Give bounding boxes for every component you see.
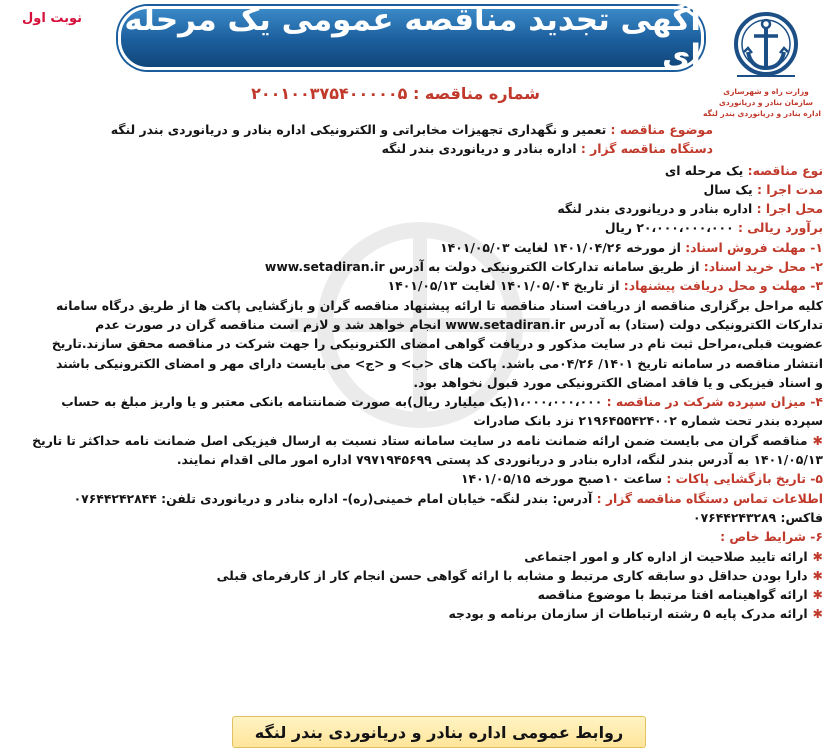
deposit-row xyxy=(13,392,823,411)
general-text-line: عضویت قبلی،مراحل ثبت نام در سایت مذکور و دریافت گواهی امضای الکترونیکی را جهت شرکت در مناقصه محقق سازند.تاریخ xyxy=(51,336,823,352)
star-bullet-icon: ✱ xyxy=(812,432,823,448)
duration-row xyxy=(13,180,823,199)
star-bullet-icon: ✱ xyxy=(812,606,823,622)
organizer-value: اداره بنادر و دریانوردی بندر لنگه xyxy=(381,141,581,157)
tender-type-label: نوع مناقصه: xyxy=(747,162,823,178)
subject-value: تعمیر و نگهداری تجهیزات مخابراتی و الکترونیکی اداره بنادر و دریانوردی بندر لنگه xyxy=(110,122,611,137)
tender-type-row xyxy=(13,161,823,180)
location-label: محل اجرا : xyxy=(756,201,823,217)
special-condition-text: دارا بودن حداقل دو سابقه کاری مرتبط و مشابه با ارائه گواهی حسن انجام کار از کارفرمای قبلی xyxy=(216,567,808,583)
doc-sale-label: ۱- مهلت فروش اسناد: xyxy=(685,239,823,255)
general-text-line: کلیه مراحل برگزاری مناقصه از دریافت اسناد مناقصه تا ارائه پیشنهاد مناقصه گران و بازگشایی پاکت ها از طریق درگاه سامانه xyxy=(56,297,823,313)
round-label: نوبت اول xyxy=(22,11,83,26)
org-line-office: اداره بنادر و دریانوردی بندر لنگه xyxy=(703,109,821,118)
subject-label: موضوع مناقصه : xyxy=(610,122,713,137)
footer-text: روابط عمومی اداره بنادر و دریانوردی بندر لنگه xyxy=(254,722,624,742)
special-condition-text: ارائه تایید صلاحیت از اداره کار و امور اجتماعی xyxy=(524,548,808,564)
proposal-deadline-label: ۳- مهلت و محل دریافت پیشنهاد: xyxy=(623,278,823,294)
guarantee-note-row xyxy=(13,431,823,450)
deposit-label: ۴- میزان سپرده شرکت در مناقصه : xyxy=(606,394,823,410)
star-bullet-icon: ✱ xyxy=(812,567,823,583)
opening-date-value: ساعت ۱۰صبح مورخه ۱۴۰۱/۰۵/۱۵ xyxy=(460,471,667,487)
duration-value: یک سال xyxy=(703,181,757,197)
subject-row xyxy=(13,120,823,139)
estimate-row xyxy=(13,218,823,237)
tender-type-value: یک مرحله ای xyxy=(664,162,748,178)
proposal-deadline-row xyxy=(13,276,823,295)
special-conditions-heading xyxy=(13,527,823,546)
tender-number: شماره مناقصه : ۲۰۰۱۰۰۳۷۵۴۰۰۰۰۰۵ xyxy=(251,84,540,103)
proposal-deadline-value: از تاریخ ۱۴۰۱/۰۵/۰۴ لغایت ۱۴۰۱/۰۵/۱۳ xyxy=(387,278,624,294)
general-text-line: انتشار مناقصه در سامانه تاریخ ۱۴۰۱/ ۰۴/۲۶می باشد. پاکت های <ب> و <ج> می بایست دارای مهر و امضای الکترونیکی باشند xyxy=(55,355,823,371)
special-condition-item xyxy=(13,604,823,623)
opening-date-label: ۵- تاریخ بازگشایی پاکات : xyxy=(666,471,823,487)
contact-value: آدرس: بندر لنگه- خیابان امام خمینی(ره)- اداره بنادر و دریانوردی تلفن: ۰۷۶۴۴۲۴۲۸۴۴ xyxy=(73,490,597,506)
estimate-value: ۲۰،۰۰۰،۰۰۰،۰۰۰ ریال xyxy=(604,220,738,236)
special-conditions-label: ۶- شرایط خاص : xyxy=(720,529,823,545)
duration-label: مدت اجرا : xyxy=(757,181,823,197)
estimate-label: برآورد ریالی : xyxy=(737,220,823,236)
special-condition-item xyxy=(13,547,823,566)
org-line-ministry: وزارت راه و شهرسازی xyxy=(723,87,809,96)
special-condition-item xyxy=(13,585,823,604)
star-bullet-icon: ✱ xyxy=(812,587,823,603)
contact-fax: فاکس: ۰۷۶۴۴۲۴۳۲۸۹ xyxy=(693,509,823,525)
doc-purchase-row xyxy=(13,257,823,276)
special-condition-text: ارائه مدرک پایه ۵ رشته ارتباطات از سازمان برنامه و بودجه xyxy=(448,606,808,622)
contact-row xyxy=(13,489,823,508)
special-condition-item xyxy=(13,566,823,585)
page-title: آگهی تجدید مناقصه عمومی یک مرحله ای xyxy=(124,2,701,74)
location-row xyxy=(13,199,823,218)
organizer-row xyxy=(13,139,823,158)
star-bullet-icon: ✱ xyxy=(812,548,823,564)
location-value: اداره بنادر و دریانوردی بندر لنگه xyxy=(557,201,757,217)
advertisement-body xyxy=(13,120,823,624)
doc-sale-row xyxy=(13,238,823,257)
public-relations-footer xyxy=(232,716,646,748)
deposit-value: ۱،۰۰۰،۰۰۰،۰۰۰(یک میلیارد ریال)به صورت ضمانتنامه بانکی معتبر و یا واریز مبلغ به حساب xyxy=(61,394,607,410)
doc-sale-value: از مورخه ۱۴۰۱/۰۴/۲۶ لغایت ۱۴۰۱/۰۵/۰۳ xyxy=(440,239,686,255)
guarantee-note-line: مناقصه گران می بایست ضمن ارائه ضمانت نامه در سایت سامانه ستاد نسبت به ارسال فیزیکی اصل ضمانت نامه حداکثر تا تاریخ xyxy=(32,432,808,448)
contact-label: اطلاعات تماس دستگاه مناقصه گزار : xyxy=(596,490,823,506)
opening-date-row xyxy=(13,469,823,488)
doc-purchase-value: از طریق سامانه تدارکات الکترونیکی دولت به آدرس www.setadiran.ir xyxy=(264,259,704,275)
title-banner xyxy=(118,2,704,74)
special-condition-text: ارائه گواهینامه افتا مرتبط با موضوع مناقصه xyxy=(537,587,808,603)
organizer-label: دستگاه مناقصه گزار : xyxy=(580,141,713,157)
guarantee-note-line: ۱۴۰۱/۰۵/۱۳ به آدرس بندر لنگه، اداره بنادر و دریانوردی کد پستی ۷۹۷۱۹۴۵۶۹۹ اداره امور مالی اقدام نمایند. xyxy=(176,452,823,468)
org-line-organization: سازمان بنادر و دریانوردی xyxy=(718,98,814,107)
deposit-line-2: سپرده بندر تحت شماره ۲۱۹۶۴۵۵۴۲۴۰۰۲ نزد بانک صادرات xyxy=(473,413,823,429)
general-text-line: تدارکات الکترونیکی دولت (ستاد) به آدرس www.setadiran.ir انجام خواهد شد و لازم است مناقصه گران در صورت عدم xyxy=(95,316,823,332)
doc-purchase-label: ۲- محل خرید اسناد: xyxy=(703,259,823,275)
organization-logo-block xyxy=(703,6,821,119)
general-text-line: و اسناد فیزیکی و یا فاقد امضای الکترونیکی مورد قبول نخواهد بود. xyxy=(413,374,823,390)
anchor-logo-icon xyxy=(729,6,803,86)
